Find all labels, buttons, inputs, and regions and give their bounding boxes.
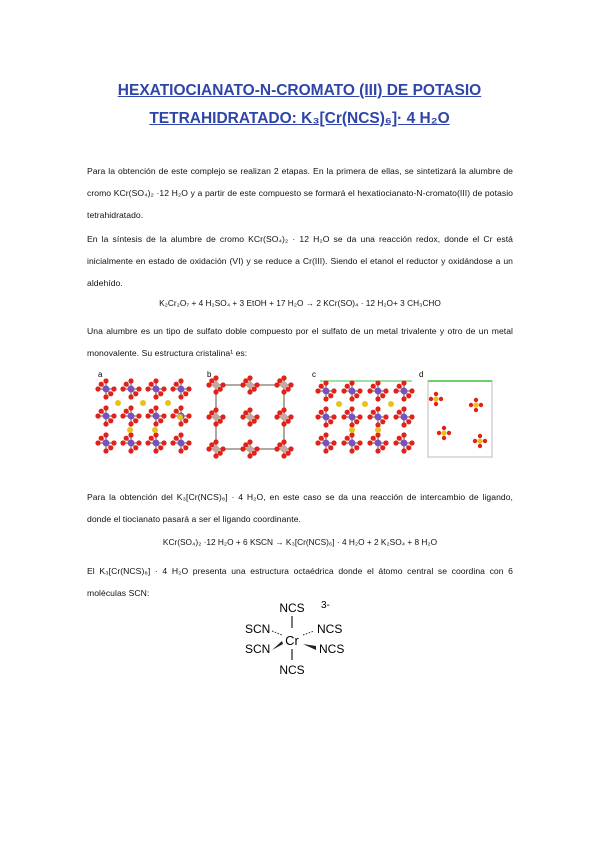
- oxygen-atom: [349, 448, 354, 453]
- metal-atom: [375, 440, 382, 447]
- central-atom: Cr: [285, 633, 299, 648]
- oxygen-atom: [328, 445, 333, 450]
- oxygen-atom: [331, 414, 336, 419]
- oxygen-atom: [145, 440, 150, 445]
- oxygen-atom: [174, 409, 179, 414]
- oxygen-atom: [128, 405, 133, 410]
- oxygen-atom: [357, 414, 362, 419]
- paragraph-octahedral: El K₃[Cr(NCS)₆] · 4 H₂O presenta una estructura octaédrica donde el átomo central se coordina con 6 moléculas SCN:: [87, 566, 513, 598]
- oxygen-atom: [124, 436, 129, 441]
- oxygen-atom: [178, 405, 183, 410]
- metal-atom: [103, 386, 110, 393]
- oxygen-atom: [136, 386, 141, 391]
- ligand-upper-right: NCS: [317, 622, 343, 636]
- oxygen-atom: [341, 388, 346, 393]
- oxygen-atom: [447, 431, 451, 435]
- oxygen-atom: [401, 422, 406, 427]
- panel-label-b: b: [207, 370, 212, 379]
- oxygen-atom: [331, 388, 336, 393]
- oxygen-atom: [357, 388, 362, 393]
- oxygen-atom: [434, 392, 438, 396]
- oxygen-atom: [409, 440, 414, 445]
- equation-redox: K₂Cr₂O₇ + 4 H₂SO₄ + 3 EtOH + 17 H₂O → 2 KCr(SO)₄ · 12 H₂O+ 3 CH₃CHO: [159, 298, 441, 308]
- metal-atom: [349, 440, 356, 447]
- metal-atom: [323, 414, 330, 421]
- oxygen-atom: [383, 440, 388, 445]
- oxygen-atom: [345, 436, 350, 441]
- oxygen-atom: [103, 378, 108, 383]
- sulfur-atom: [441, 430, 446, 435]
- oxygen-atom: [186, 413, 191, 418]
- oxygen-atom: [178, 421, 183, 426]
- oxygen-atom: [103, 421, 108, 426]
- oxygen-atom: [375, 448, 380, 453]
- oxygen-atom: [128, 378, 133, 383]
- oxygen-atom: [397, 436, 402, 441]
- oxygen-atom: [170, 386, 175, 391]
- oxygen-atom: [367, 440, 372, 445]
- metal-atom: [213, 446, 220, 453]
- oxygen-atom: [328, 393, 333, 398]
- oxygen-atom: [406, 419, 411, 424]
- oxygen-atom: [103, 448, 108, 453]
- oxygen-atom: [99, 382, 104, 387]
- oxygen-atom: [367, 388, 372, 393]
- metal-atom: [375, 414, 382, 421]
- metal-atom: [213, 414, 220, 421]
- sulfur-atom: [388, 401, 394, 407]
- metal-atom: [323, 388, 330, 395]
- oxygen-atom: [375, 406, 380, 411]
- panel-label-a: a: [98, 370, 103, 379]
- metal-atom: [349, 414, 356, 421]
- oxygen-atom: [406, 393, 411, 398]
- sulfur-atom: [336, 401, 342, 407]
- oxygen-atom: [393, 440, 398, 445]
- metal-atom: [281, 382, 288, 389]
- oxygen-atom: [153, 448, 158, 453]
- oxygen-atom: [442, 436, 446, 440]
- oxygen-atom: [434, 402, 438, 406]
- ligand-bottom: NCS: [279, 663, 305, 677]
- oxygen-atom: [479, 403, 483, 407]
- oxygen-atom: [111, 386, 116, 391]
- oxygen-atom: [103, 394, 108, 399]
- oxygen-atom: [136, 413, 141, 418]
- bond-upper-right: [303, 631, 314, 635]
- oxygen-atom: [439, 397, 443, 401]
- metal-atom: [281, 414, 288, 421]
- crystal-structure-figure: [94, 367, 506, 459]
- oxygen-atom: [158, 445, 163, 450]
- unit-cell-box: [428, 381, 492, 457]
- oxygen-atom: [367, 414, 372, 419]
- oxygen-atom: [153, 421, 158, 426]
- oxygen-atom: [103, 432, 108, 437]
- oxygen-atom: [120, 413, 125, 418]
- sulfur-atom: [473, 402, 478, 407]
- oxygen-atom: [375, 396, 380, 401]
- oxygen-atom: [128, 421, 133, 426]
- oxygen-atom: [315, 440, 320, 445]
- oxygen-atom: [375, 432, 380, 437]
- oxygen-atom: [319, 436, 324, 441]
- oxygen-atom: [409, 388, 414, 393]
- oxygen-atom: [95, 413, 100, 418]
- metal-atom: [375, 388, 382, 395]
- crystal-panel-d: [428, 381, 492, 457]
- sulfur-atom: [177, 414, 183, 420]
- metal-atom: [247, 446, 254, 453]
- metal-atom: [128, 413, 135, 420]
- oxygen-atom: [183, 418, 188, 423]
- oxygen-atom: [136, 440, 141, 445]
- oxygen-atom: [153, 432, 158, 437]
- oxygen-atom: [380, 445, 385, 450]
- oxygen-atom: [111, 413, 116, 418]
- oxygen-atom: [158, 391, 163, 396]
- sulfur-atom: [165, 400, 171, 406]
- oxygen-atom: [319, 384, 324, 389]
- oxygen-atom: [401, 380, 406, 385]
- oxygen-atom: [371, 436, 376, 441]
- oxygen-atom: [153, 405, 158, 410]
- oxygen-atom: [161, 386, 166, 391]
- oxygen-atom: [161, 440, 166, 445]
- oxygen-atom: [401, 432, 406, 437]
- oxygen-atom: [95, 440, 100, 445]
- oxygen-atom: [103, 405, 108, 410]
- sulfur-atom: [140, 400, 146, 406]
- oxygen-atom: [345, 410, 350, 415]
- document-title-line-2: TETRAHIDRATADO: K₃[Cr(NCS)₆]· 4 H₂O: [149, 110, 450, 127]
- oxygen-atom: [133, 391, 138, 396]
- oxygen-atom: [128, 394, 133, 399]
- oxygen-atom: [99, 436, 104, 441]
- sulfur-atom: [115, 400, 121, 406]
- oxygen-atom: [323, 406, 328, 411]
- oxygen-atom: [319, 410, 324, 415]
- oxygen-atom: [401, 448, 406, 453]
- equation-ligand-exchange: KCr(SO₄)₂ ·12 H₂O + 6 KSCN → K₃[Cr(NCS)₆] · 4 H₂O + 2 K₂SO₄ + 8 H₂O: [162, 537, 438, 547]
- oxygen-atom: [442, 426, 446, 430]
- oxygen-atom: [153, 378, 158, 383]
- oxygen-atom: [120, 440, 125, 445]
- sulfur-atom: [127, 427, 133, 433]
- oxygen-atom: [133, 418, 138, 423]
- oxygen-atom: [111, 440, 116, 445]
- oxygen-atom: [393, 388, 398, 393]
- oxygen-atom: [371, 384, 376, 389]
- oxygen-atom: [349, 406, 354, 411]
- oxygen-atom: [174, 382, 179, 387]
- oxygen-atom: [161, 413, 166, 418]
- paragraph-alum-synthesis: En la síntesis de la alumbre de cromo KCr(SO₄)₂ · 12 H₂O se da una reacción redox, donde el Cr está inicialmente en estado de oxidación (VI) y se reduce a Cr(III). Siendo el etanol el reductor y oxidándose a un aldehído.: [87, 234, 513, 288]
- oxygen-atom: [95, 386, 100, 391]
- metal-atom: [401, 388, 408, 395]
- oxygen-atom: [124, 382, 129, 387]
- oxygen-atom: [380, 393, 385, 398]
- oxygen-atom: [158, 418, 163, 423]
- sulfur-atom: [362, 401, 368, 407]
- crystal-panel-c: [315, 380, 414, 453]
- oxygen-atom: [128, 448, 133, 453]
- metal-atom: [281, 446, 288, 453]
- oxygen-atom: [178, 448, 183, 453]
- oxygen-atom: [478, 444, 482, 448]
- oxygen-atom: [349, 380, 354, 385]
- metal-atom: [153, 386, 160, 393]
- oxygen-atom: [170, 413, 175, 418]
- oxygen-atom: [153, 394, 158, 399]
- oxygen-atom: [354, 393, 359, 398]
- oxygen-atom: [383, 414, 388, 419]
- metal-atom: [103, 413, 110, 420]
- oxygen-atom: [323, 380, 328, 385]
- oxygen-atom: [478, 434, 482, 438]
- oxygen-atom: [349, 422, 354, 427]
- oxygen-atom: [170, 440, 175, 445]
- oxygen-atom: [474, 408, 478, 412]
- oxygen-atom: [149, 409, 154, 414]
- ligand-upper-left: SCN: [245, 622, 271, 636]
- oxygen-atom: [124, 409, 129, 414]
- bond-lower-left: [272, 641, 283, 650]
- oxygen-atom: [128, 432, 133, 437]
- oxygen-atom: [354, 419, 359, 424]
- oxygen-atom: [483, 439, 487, 443]
- oxygen-atom: [349, 396, 354, 401]
- oxygen-atom: [474, 398, 478, 402]
- oxygen-atom: [401, 396, 406, 401]
- bond-lower-right: [303, 644, 316, 650]
- paragraph-alum-definition: Una alumbre es un tipo de sulfato doble compuesto por el sulfato de un metal trivalente y otro de un metal monovalente. Su estructura cristalina¹ es:: [87, 326, 513, 358]
- paragraph-ligand-exchange: Para la obtención del K₃[Cr(NCS)₆] · 4 H₂O, en este caso se da una reacción de intercambio de ligando, donde el tiocianato pasará a ser el ligando coordinante.: [87, 492, 513, 524]
- metal-atom: [178, 386, 185, 393]
- sulfur-atom: [477, 438, 482, 443]
- ligand-lower-left: SCN: [245, 642, 271, 656]
- document-title-line-1: HEXATIOCIANATO-N-CROMATO (III) DE POTASIO: [117, 82, 482, 99]
- metal-atom: [178, 440, 185, 447]
- oxygen-atom: [120, 386, 125, 391]
- metal-atom: [247, 382, 254, 389]
- metal-atom: [153, 440, 160, 447]
- crystal-panel-a: [95, 378, 191, 453]
- oxygen-atom: [178, 394, 183, 399]
- metal-atom: [103, 440, 110, 447]
- oxygen-atom: [178, 378, 183, 383]
- oxygen-atom: [323, 448, 328, 453]
- oxygen-atom: [186, 386, 191, 391]
- bond-upper-left: [272, 631, 282, 635]
- paragraph-intro: Para la obtención de este complejo se realizan 2 etapas. En la primera de ellas, se sintetizará la alumbre de cromo KCr(SO₄)₂ ·12 H₂O y a partir de este compuesto se formará el hexatiocianato-N-cromato(III) de potasio tetrahidratado.: [87, 166, 513, 220]
- ligand-lower-right: NCS: [319, 642, 345, 656]
- oxygen-atom: [178, 432, 183, 437]
- oxygen-atom: [345, 384, 350, 389]
- oxygen-atom: [397, 384, 402, 389]
- oxygen-atom: [409, 414, 414, 419]
- oxygen-atom: [354, 445, 359, 450]
- oxygen-atom: [341, 414, 346, 419]
- oxygen-atom: [323, 396, 328, 401]
- oxygen-atom: [401, 406, 406, 411]
- charge-label: 3-: [321, 600, 330, 611]
- oxygen-atom: [186, 440, 191, 445]
- oxygen-atom: [371, 410, 376, 415]
- oxygen-atom: [108, 445, 113, 450]
- oxygen-atom: [323, 432, 328, 437]
- oxygen-atom: [149, 436, 154, 441]
- oxygen-atom: [315, 388, 320, 393]
- sulfur-atom: [349, 427, 355, 433]
- oxygen-atom: [375, 422, 380, 427]
- oxygen-atom: [375, 380, 380, 385]
- oxygen-atom: [174, 436, 179, 441]
- crystal-panel-b: [206, 375, 293, 458]
- metal-atom: [213, 382, 220, 389]
- metal-atom: [401, 440, 408, 447]
- oxygen-atom: [469, 403, 473, 407]
- oxygen-atom: [357, 440, 362, 445]
- oxygen-atom: [183, 445, 188, 450]
- oxygen-atom: [473, 439, 477, 443]
- metal-atom: [128, 386, 135, 393]
- oxygen-atom: [397, 410, 402, 415]
- oxygen-atom: [145, 386, 150, 391]
- oxygen-atom: [429, 397, 433, 401]
- oxygen-atom: [437, 431, 441, 435]
- sulfur-atom: [375, 427, 381, 433]
- oxygen-atom: [406, 445, 411, 450]
- metal-atom: [128, 440, 135, 447]
- ligand-top: NCS: [279, 601, 305, 615]
- metal-atom: [153, 413, 160, 420]
- sulfur-atom: [433, 396, 438, 401]
- metal-atom: [323, 440, 330, 447]
- oxygen-atom: [380, 419, 385, 424]
- oxygen-atom: [183, 391, 188, 396]
- oxygen-atom: [99, 409, 104, 414]
- complex-structure-diagram: [225, 590, 375, 678]
- oxygen-atom: [341, 440, 346, 445]
- oxygen-atom: [133, 445, 138, 450]
- oxygen-atom: [349, 432, 354, 437]
- oxygen-atom: [323, 422, 328, 427]
- panel-label-d: d: [419, 370, 424, 379]
- oxygen-atom: [315, 414, 320, 419]
- panel-label-c: c: [312, 370, 316, 379]
- oxygen-atom: [145, 413, 150, 418]
- oxygen-atom: [383, 388, 388, 393]
- metal-atom: [349, 388, 356, 395]
- oxygen-atom: [108, 418, 113, 423]
- oxygen-atom: [108, 391, 113, 396]
- sulfur-atom: [152, 427, 158, 433]
- metal-atom: [401, 414, 408, 421]
- oxygen-atom: [331, 440, 336, 445]
- oxygen-atom: [393, 414, 398, 419]
- oxygen-atom: [149, 382, 154, 387]
- oxygen-atom: [328, 419, 333, 424]
- metal-atom: [247, 414, 254, 421]
